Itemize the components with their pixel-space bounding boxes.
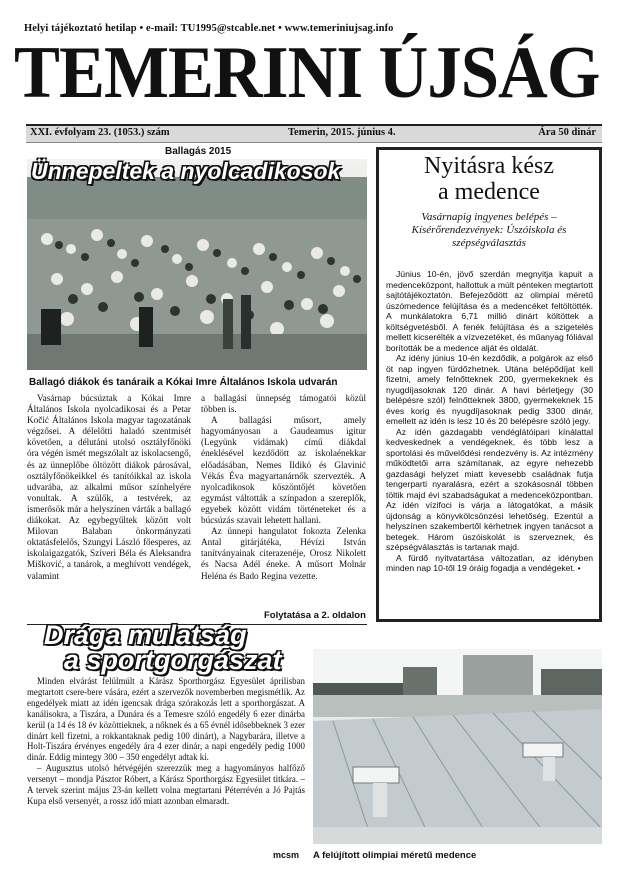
issue-date: Temerin, 2015. június 4. (288, 127, 396, 138)
paragraph: – Augusztus utolsó hétvégéjén szerezzük meg a hagyományos halfőző versenyt – mondja Pásztor Róbert, a Kárász Sporthorgász Egyesület titkára. – A tervek szerint május 23-án kellett volna megtartani Péterrévén a Jó Pajtás Kupa első versenyét, a rossz idő miatt azonban elmaradt. (27, 763, 305, 806)
pool-photo (313, 649, 602, 844)
issue-number: XXI. évfolyam 23. (1053.) szám (30, 127, 170, 138)
paragraph: Június 10-én, jövő szerdán megnyitja kapuit a medenceközpont, hallottuk a múlt pénteken megtartott sajtótájékoztatón. Befejeződött az olimpiai méretű úszómedence felújítása és a medencéket feltöltötték. A munkálatokra 6,71 millió dinárt költöttek a költségvetésből. A fenék felújítása és a szigetelés mellett kicserélték a vízvezetéket, és műanyag fóliával borították be a medence alját és oldalát. (386, 269, 593, 353)
story3-subtitle: Vasárnapig ingyenes belépés – Kísérőrendezvények: Úszóiskola és szépségválasztás (411, 211, 567, 249)
story2-body (27, 676, 305, 807)
tagline: Helyi tájékoztató hetilap • e-mail: TU1995@stcable.net • www.temeriniujsag.info (24, 23, 394, 34)
title-line: Nyitásra kész (424, 153, 554, 179)
paragraph: A fürdő nyitvatartása változatlan, az idényben minden nap 10-től 19 óráig fogadja a vendégeket. • (386, 552, 593, 573)
paragraph: Az idény június 10-én kezdődik, a polgárok az első öt nap ingyen fürdőzhetnek. Utána belépődíjat kell fizetni, amely felnőtteknek 200, gyermekeknek és nyugdíjasoknak 120 dinár. A havi bérletjegy (30 belépésre szól) felnőtteknek 3800, gyermekeknek 15 éves korig és nyugdíjasoknak pedig 3300 dinár, emellett az idén is lesz 10 és 20 belépésre szóló jegy. (386, 353, 593, 426)
crowd-image (27, 159, 367, 370)
paragraph: Minden elvárást felülmúlt a Kárász Sporthorgász Egyesület áprilisban megtartott csere-bere vására, ezért a szervezők novemberben megismétlik. Az engedélyek miatt az idén igencsak drága szórakozás lett a sporthorgászat. A kanálisokra, a Tiszára, a Dunára és a Temesre szóló engedély 6 ezer dinárba kerül (a 14 és 18 év közöttieknek, a nőknek és a 65 évnél idősebbeknek 3 ezer dinárt kell fizetni, a rokkantaknak pedig 100 dinárt), a Nagybarára, illetve a Holt-Tiszára érvényes engedély ára 4 ezer dinár, a napi engedély pedig 1000 dinár. Eddig mintegy 300 – 350 engedélyt adtak ki. (27, 676, 305, 763)
issue-info-bar (26, 124, 602, 143)
photo-caption: Ballagó diákok és tanáraik a Kókai Imre Általános Iskola udvarán (29, 377, 338, 388)
story2-headline-line2: a sportgorgászat (64, 645, 282, 675)
story3-body (386, 269, 593, 574)
title-line: a medence (438, 179, 540, 205)
price: Ára 50 dinár (538, 127, 596, 138)
paragraph: a ballagási ünnepség támogatói közül többen is. (201, 393, 366, 415)
story1-column-2 (201, 393, 366, 582)
pool-image (313, 649, 602, 844)
story1-column-1 (27, 393, 191, 582)
graduation-photo (27, 159, 367, 370)
paragraph: Vasárnap búcsúztak a Kókai Imre Általános Iskola nyolcadikosai és a Petar Kočić Általános Iskola magyar tagozatának végzősei. A délelőtti haladó szentmisét követően, a délutáni utolsó osztályfőnöki óra végén ismét megszólalt az iskolacsengő, és az ünneplőbe öltözött diákok párosával, osztályfőnökeikkel és tanítóikkal az iskola udvarába, az alkalmi műsor színhelyére vonultak. A szülők, a testvérek, az ismerősök már a helyszínen várták a ballagó diákokat. Az egybegyűltek között volt Milovan Balaban önkormányzati oktatásfelelős, Szungyi László főesperes, az iskolaigazgatók, Szíveri Béla és Aleksandra Mišković, a tanárok, a meghívott vendégek, valamint (27, 393, 191, 581)
continued-link[interactable]: Folytatása a 2. oldalon (264, 610, 366, 621)
story2-headline-line1: Drága mulatság (44, 620, 247, 650)
author-signature: mcsm (273, 850, 300, 860)
masthead-title: TEMERINI ÚJSÁG (14, 32, 600, 114)
pool-photo-caption: A felújított olimpiai méretű medence (313, 850, 477, 861)
paragraph: Az ünnepi hangulatot fokozta Zelenka Antal gitárjátéka, Hévízi István tanítványainak citerazenéje, Orosz Nikolett és Nacsa Adél éneke. A műsort Molnár Heléna és Bado Regina vezette. (201, 526, 366, 581)
story1-headline: Ünnepeltek a nyolcadikosok (31, 158, 341, 184)
paragraph: Az idén gazdagabb vendéglátóipari kínálattal kedveskednek a vendégeknek, és több lesz a sportolási és művelődési rendezvény is. Az intézmény működtetői arra számítanak, az egyre nehezebb gazdasági helyzet miatt kevesebb családnak futja tengerparti nyaralásra, ezért a szokásosnál többen töltik majd évi szabadságukat a medenceközpontban. Az idén vízifoci is várja a látogatókat, a másik újdonság a könyvkölcsönzési lehetőség. Ezentúl a helyszínen szakembertől kérhetnek ingyen tanácsot a betegek. Három úszóiskolát is szerveznek, és szépségválasztás is tartanak majd. (386, 426, 593, 552)
paragraph: A ballagási műsort, amely hagyományosan a Gaudeamus igitur (Legyünk vidámak) című diákdal éneklésével kezdődött az iskolaénekkar előadásában, Nemes Ildikó és Glavinić Vékás Éva magyartanárnők szervezték. A nyolcadikosok köszöntőjét követően egymást váltották a színpadon a szereplők, egyebek között vidám történeteket és a búcsúzás szavait lehetett hallani. (201, 415, 366, 526)
story3-title (376, 153, 602, 205)
section-label: Ballagás 2015 (165, 146, 232, 157)
